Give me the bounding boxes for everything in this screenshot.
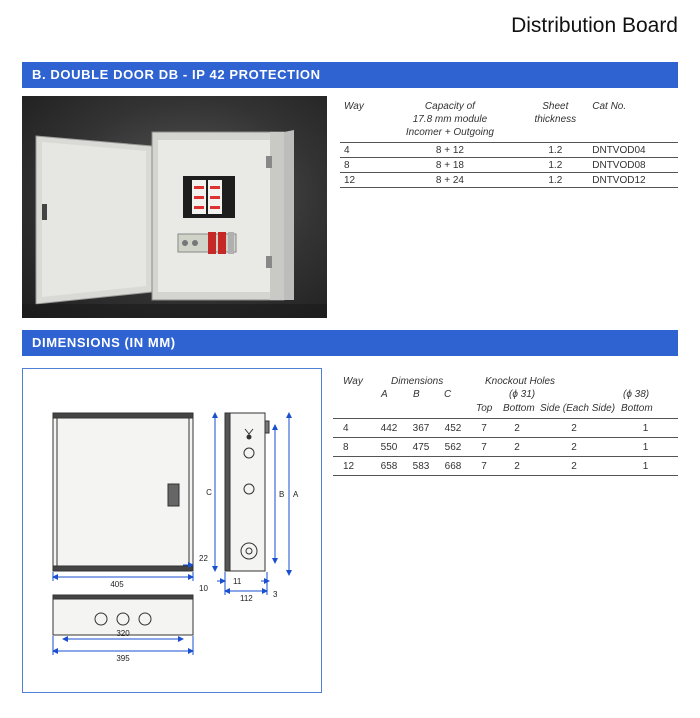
table-row [340,158,678,173]
table-row [340,143,678,158]
cell-capacity: 8 + 18 [380,158,521,173]
cell-a: 442 [373,419,405,438]
dimensions-heading: DIMENSIONS (IN MM) [22,330,678,356]
cell-top: 7 [469,457,499,476]
spec-header-way: Way [344,101,364,112]
cell-bottom: 2 [499,457,535,476]
page-title: Distribution Board [511,14,678,37]
capacity-line-2: 17.8 mm module [412,114,488,125]
cell-side: 2 [535,438,613,457]
dim-header-bottom38: Bottom [621,403,653,414]
cell-c: 668 [437,457,469,476]
cell-bottom38: 1 [613,457,678,476]
sheet-line-1: Sheet [542,101,569,112]
dim-label-22: 22 [199,554,208,563]
cell-cat: DNTVOD08 [590,158,678,173]
dim-label-10: 10 [199,584,208,593]
dim-header-c: C [444,389,452,400]
spec-header-capacity [380,100,521,143]
cell-b: 475 [405,438,437,457]
cell-sheet: 1.2 [520,143,590,158]
cell-way: 4 [333,419,373,438]
cell-way: 8 [340,158,380,173]
dim-header-top: Top [476,403,493,414]
dim-header-side: Side (Each Side) [540,403,616,414]
dim-header-a: A [381,389,388,400]
capacity-line-1: Capacity of [424,101,475,112]
dim-label-11: 11 [233,577,242,586]
dim-label-3: 3 [273,590,278,599]
cell-c: 562 [437,438,469,457]
dim-label-b: B [279,490,285,499]
dim-header-way: Way [343,376,363,387]
dim-label-405: 405 [110,580,124,589]
cell-bottom: 2 [499,419,535,438]
capacity-line-3: Incomer + Outgoing [405,127,494,138]
table-row [333,438,678,457]
cell-side: 2 [535,419,613,438]
cell-cat: DNTVOD04 [590,143,678,158]
table-row [333,457,678,476]
cell-capacity: 8 + 12 [380,143,521,158]
dim-label-395: 395 [116,654,130,663]
cell-a: 658 [373,457,405,476]
product-photo [22,96,327,318]
dim-header-b: B [413,389,420,400]
dim-header-bottom: Bottom [503,403,535,414]
sheet-line-2: thickness [534,114,577,125]
cell-b: 367 [405,419,437,438]
dimensions-table [333,418,678,476]
spec-header-sheet [520,100,590,143]
table-row [333,419,678,438]
dim-header-dimensions: Dimensions [391,376,444,387]
cell-sheet: 1.2 [520,173,590,188]
spec-header-cat: Cat No. [592,101,627,112]
cell-way: 4 [340,143,380,158]
cell-top: 7 [469,438,499,457]
cell-way: 8 [333,438,373,457]
dim-label-a: A [293,490,299,499]
dim-header-phi38: (ϕ 38) [623,389,650,400]
cell-bottom: 2 [499,438,535,457]
dim-label-c: C [206,488,212,497]
cell-c: 452 [437,419,469,438]
table-row [340,173,678,188]
spec-table [340,100,678,188]
cell-way: 12 [340,173,380,188]
cell-top: 7 [469,419,499,438]
cell-way: 12 [333,457,373,476]
dim-label-112: 112 [240,594,253,603]
dim-label-320: 320 [116,629,130,638]
cell-side: 2 [535,457,613,476]
cell-capacity: 8 + 24 [380,173,521,188]
cell-sheet: 1.2 [520,158,590,173]
cell-a: 550 [373,438,405,457]
cell-bottom38: 1 [613,419,678,438]
cell-bottom38: 1 [613,438,678,457]
cell-cat: DNTVOD12 [590,173,678,188]
cell-b: 583 [405,457,437,476]
dim-header-knockout: Knockout Holes [485,376,556,387]
dimension-drawing [22,368,322,693]
section-b-heading: B. DOUBLE DOOR DB - IP 42 PROTECTION [22,62,678,88]
dim-header-phi31: (ϕ 31) [509,389,536,400]
